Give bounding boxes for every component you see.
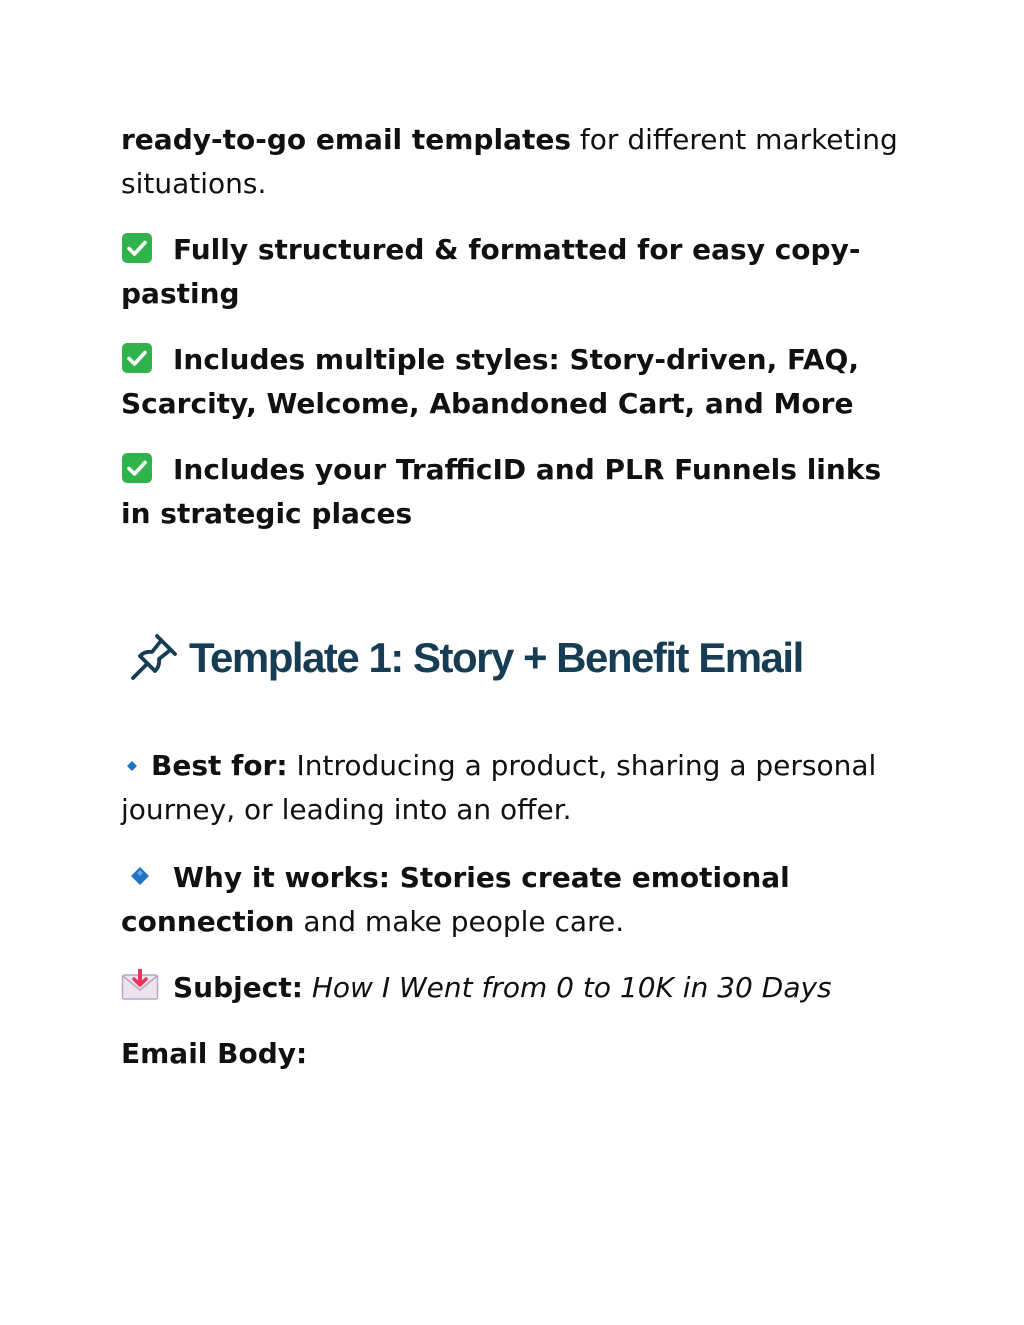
feature-item [121, 228, 911, 316]
pushpin-icon [125, 630, 181, 686]
template-heading [121, 628, 911, 688]
email-body-label: Email Body: [121, 1037, 308, 1070]
feature-item [121, 448, 911, 536]
why-it-works-paragraph [121, 854, 911, 944]
large-blue-diamond-icon [131, 854, 149, 872]
small-blue-diamond-icon [127, 740, 137, 750]
intro-paragraph [121, 118, 911, 206]
subject-label: Subject: [173, 971, 303, 1004]
document-page [121, 118, 911, 1076]
feature-text: Fully structured & formatted for easy copy-pasting [121, 233, 861, 310]
why-it-works-bold: Why it works: Stories create emotional connection [121, 861, 790, 938]
check-mark-button-icon [121, 232, 153, 264]
best-for-paragraph [121, 740, 911, 832]
feature-text: Includes multiple styles: Story-driven, FAQ, Scarcity, Welcome, Abandoned Cart, and More [121, 343, 859, 420]
why-it-works-rest: and make people care. [294, 905, 625, 938]
feature-item [121, 338, 911, 426]
subject-text: How I Went from 0 to 10K in 30 Days [311, 971, 832, 1004]
check-mark-button-icon [121, 452, 153, 484]
intro-rest-text: for different marketing situations. [121, 123, 898, 200]
feature-text: Includes your TrafficID and PLR Funnels links in strategic places [121, 453, 882, 530]
intro-bold-text: ready-to-go email templates [121, 123, 572, 156]
best-for-label: Best for: [151, 749, 288, 782]
subject-line [121, 966, 911, 1010]
envelope-with-arrow-icon [121, 969, 159, 1001]
template-title: Template 1: Story + Benefit Email [189, 634, 803, 681]
best-for-text: Introducing a product, sharing a personal journey, or leading into an offer. [121, 749, 877, 826]
check-mark-button-icon [121, 342, 153, 374]
